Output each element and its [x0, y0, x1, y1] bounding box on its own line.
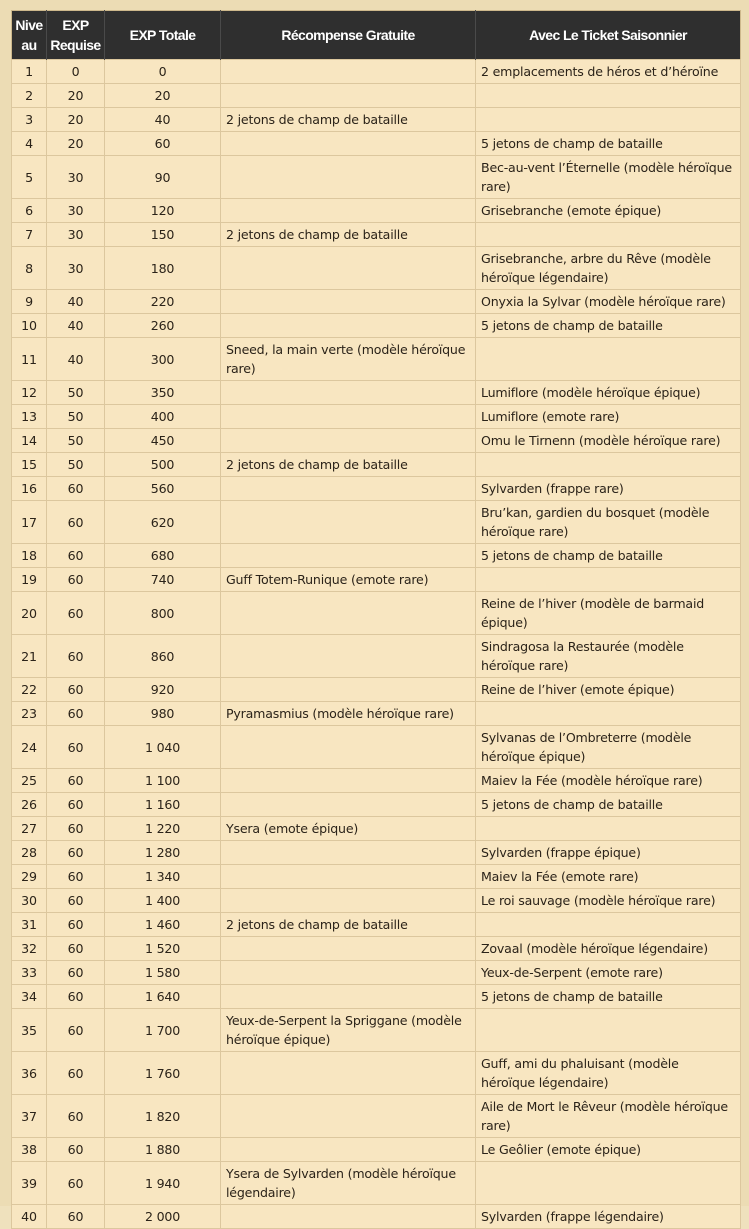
cell-ticket-reward: Le Geôlier (emote épique) — [476, 1138, 741, 1162]
table-row — [12, 937, 741, 961]
cell-exp-required: 50 — [47, 429, 105, 453]
cell-free-reward: 2 jetons de champ de bataille — [221, 108, 476, 132]
cell-free-reward — [221, 132, 476, 156]
cell-level: 12 — [12, 381, 47, 405]
cell-exp-required: 60 — [47, 961, 105, 985]
table-row — [12, 338, 741, 381]
table-row — [12, 793, 741, 817]
cell-exp-total: 1 400 — [105, 889, 221, 913]
cell-exp-required: 60 — [47, 568, 105, 592]
cell-exp-required: 60 — [47, 1138, 105, 1162]
table-row — [12, 199, 741, 223]
cell-exp-total: 1 880 — [105, 1138, 221, 1162]
cell-exp-required: 60 — [47, 937, 105, 961]
cell-free-reward: Ysera (emote épique) — [221, 817, 476, 841]
cell-level: 22 — [12, 678, 47, 702]
table-row — [12, 568, 741, 592]
cell-level: 16 — [12, 477, 47, 501]
table-row — [12, 429, 741, 453]
cell-exp-required: 30 — [47, 199, 105, 223]
cell-exp-total: 0 — [105, 60, 221, 84]
cell-exp-total: 680 — [105, 544, 221, 568]
cell-exp-total: 60 — [105, 132, 221, 156]
table-row — [12, 1162, 741, 1205]
cell-ticket-reward — [476, 913, 741, 937]
cell-ticket-reward: Bru’kan, gardien du bosquet (modèle héroïque rare) — [476, 501, 741, 544]
cell-exp-total: 90 — [105, 156, 221, 199]
cell-level: 10 — [12, 314, 47, 338]
cell-ticket-reward: 5 jetons de champ de bataille — [476, 793, 741, 817]
cell-exp-total: 1 340 — [105, 865, 221, 889]
cell-level: 38 — [12, 1138, 47, 1162]
header-ticket-reward: Avec Le Ticket Saisonnier — [476, 11, 741, 60]
table-row — [12, 247, 741, 290]
cell-exp-total: 980 — [105, 702, 221, 726]
cell-exp-required: 60 — [47, 1162, 105, 1205]
cell-free-reward — [221, 1052, 476, 1095]
cell-exp-total: 350 — [105, 381, 221, 405]
cell-ticket-reward — [476, 108, 741, 132]
cell-exp-total: 1 100 — [105, 769, 221, 793]
header-exp-required: EXP Requise — [47, 11, 105, 60]
table-row — [12, 961, 741, 985]
cell-ticket-reward: Reine de l’hiver (modèle de barmaid épique) — [476, 592, 741, 635]
cell-exp-total: 1 280 — [105, 841, 221, 865]
cell-free-reward: 2 jetons de champ de bataille — [221, 453, 476, 477]
cell-exp-total: 1 640 — [105, 985, 221, 1009]
cell-level: 11 — [12, 338, 47, 381]
cell-free-reward: Pyramasmius (modèle héroïque rare) — [221, 702, 476, 726]
cell-exp-required: 40 — [47, 314, 105, 338]
cell-level: 28 — [12, 841, 47, 865]
cell-ticket-reward: 5 jetons de champ de bataille — [476, 314, 741, 338]
table-row — [12, 60, 741, 84]
cell-free-reward — [221, 501, 476, 544]
table-row — [12, 913, 741, 937]
cell-exp-required: 60 — [47, 1009, 105, 1052]
cell-ticket-reward: Bec-au-vent l’Éternelle (modèle héroïque rare) — [476, 156, 741, 199]
cell-ticket-reward — [476, 702, 741, 726]
cell-free-reward — [221, 1138, 476, 1162]
table-row — [12, 769, 741, 793]
table-row — [12, 108, 741, 132]
cell-free-reward — [221, 961, 476, 985]
cell-exp-total: 1 700 — [105, 1009, 221, 1052]
table-row — [12, 678, 741, 702]
cell-exp-total: 1 460 — [105, 913, 221, 937]
table-row — [12, 1052, 741, 1095]
cell-free-reward — [221, 678, 476, 702]
cell-ticket-reward: Le roi sauvage (modèle héroïque rare) — [476, 889, 741, 913]
cell-ticket-reward: Guff, ami du phaluisant (modèle héroïque légendaire) — [476, 1052, 741, 1095]
cell-exp-required: 30 — [47, 223, 105, 247]
cell-free-reward — [221, 937, 476, 961]
cell-exp-total: 150 — [105, 223, 221, 247]
cell-exp-required: 60 — [47, 635, 105, 678]
cell-ticket-reward — [476, 817, 741, 841]
cell-free-reward — [221, 290, 476, 314]
cell-exp-total: 560 — [105, 477, 221, 501]
cell-level: 2 — [12, 84, 47, 108]
cell-ticket-reward: Zovaal (modèle héroïque légendaire) — [476, 937, 741, 961]
cell-level: 20 — [12, 592, 47, 635]
table-row — [12, 889, 741, 913]
cell-exp-total: 1 940 — [105, 1162, 221, 1205]
cell-free-reward: Guff Totem-Runique (emote rare) — [221, 568, 476, 592]
cell-level: 1 — [12, 60, 47, 84]
cell-level: 14 — [12, 429, 47, 453]
cell-level: 6 — [12, 199, 47, 223]
cell-exp-required: 60 — [47, 889, 105, 913]
cell-exp-required: 60 — [47, 544, 105, 568]
table-row — [12, 84, 741, 108]
cell-level: 7 — [12, 223, 47, 247]
cell-free-reward: 2 jetons de champ de bataille — [221, 223, 476, 247]
cell-level: 25 — [12, 769, 47, 793]
cell-exp-total: 450 — [105, 429, 221, 453]
cell-level: 19 — [12, 568, 47, 592]
cell-ticket-reward: 2 emplacements de héros et d’héroïne — [476, 60, 741, 84]
cell-level: 8 — [12, 247, 47, 290]
table-row — [12, 132, 741, 156]
cell-ticket-reward — [476, 338, 741, 381]
table-row — [12, 1205, 741, 1229]
cell-ticket-reward: Yeux-de-Serpent (emote rare) — [476, 961, 741, 985]
cell-level: 26 — [12, 793, 47, 817]
cell-exp-required: 60 — [47, 865, 105, 889]
cell-level: 32 — [12, 937, 47, 961]
cell-ticket-reward: 5 jetons de champ de bataille — [476, 132, 741, 156]
cell-free-reward — [221, 985, 476, 1009]
cell-exp-required: 30 — [47, 247, 105, 290]
cell-free-reward: Sneed, la main verte (modèle héroïque rare) — [221, 338, 476, 381]
cell-free-reward — [221, 247, 476, 290]
cell-exp-total: 740 — [105, 568, 221, 592]
cell-level: 31 — [12, 913, 47, 937]
cell-exp-total: 220 — [105, 290, 221, 314]
cell-level: 21 — [12, 635, 47, 678]
cell-exp-required: 0 — [47, 60, 105, 84]
cell-exp-required: 60 — [47, 1052, 105, 1095]
cell-ticket-reward: Aile de Mort le Rêveur (modèle héroïque rare) — [476, 1095, 741, 1138]
cell-ticket-reward: Sylvanas de l’Ombreterre (modèle héroïque épique) — [476, 726, 741, 769]
cell-exp-required: 60 — [47, 1095, 105, 1138]
cell-free-reward — [221, 429, 476, 453]
cell-ticket-reward: Omu le Tirnenn (modèle héroïque rare) — [476, 429, 741, 453]
cell-level: 35 — [12, 1009, 47, 1052]
cell-exp-required: 20 — [47, 84, 105, 108]
cell-level: 24 — [12, 726, 47, 769]
cell-level: 29 — [12, 865, 47, 889]
cell-free-reward: 2 jetons de champ de bataille — [221, 913, 476, 937]
cell-exp-total: 620 — [105, 501, 221, 544]
table-row — [12, 841, 741, 865]
cell-ticket-reward: Sylvarden (frappe épique) — [476, 841, 741, 865]
season-rewards-table — [11, 10, 741, 1229]
cell-exp-total: 1 220 — [105, 817, 221, 841]
header-free-reward: Récompense Gratuite — [221, 11, 476, 60]
cell-ticket-reward: Sindragosa la Restaurée (modèle héroïque rare) — [476, 635, 741, 678]
cell-exp-total: 1 760 — [105, 1052, 221, 1095]
table-row — [12, 592, 741, 635]
cell-free-reward: Ysera de Sylvarden (modèle héroïque légendaire) — [221, 1162, 476, 1205]
cell-ticket-reward: Maiev la Fée (modèle héroïque rare) — [476, 769, 741, 793]
cell-exp-required: 30 — [47, 156, 105, 199]
cell-free-reward — [221, 314, 476, 338]
cell-ticket-reward: 5 jetons de champ de bataille — [476, 544, 741, 568]
cell-level: 34 — [12, 985, 47, 1009]
header-exp-total: EXP Totale — [105, 11, 221, 60]
cell-ticket-reward: Reine de l’hiver (emote épique) — [476, 678, 741, 702]
table-row — [12, 405, 741, 429]
cell-level: 5 — [12, 156, 47, 199]
cell-exp-required: 50 — [47, 381, 105, 405]
cell-ticket-reward — [476, 84, 741, 108]
cell-free-reward — [221, 156, 476, 199]
cell-ticket-reward: Sylvarden (frappe légendaire) — [476, 1205, 741, 1229]
cell-free-reward — [221, 477, 476, 501]
cell-exp-required: 60 — [47, 985, 105, 1009]
cell-ticket-reward: Lumiflore (modèle héroïque épique) — [476, 381, 741, 405]
cell-exp-required: 50 — [47, 405, 105, 429]
cell-free-reward — [221, 84, 476, 108]
cell-exp-required: 60 — [47, 477, 105, 501]
cell-level: 23 — [12, 702, 47, 726]
cell-exp-total: 1 580 — [105, 961, 221, 985]
cell-exp-required: 60 — [47, 592, 105, 635]
cell-level: 33 — [12, 961, 47, 985]
cell-exp-total: 860 — [105, 635, 221, 678]
cell-free-reward — [221, 635, 476, 678]
cell-ticket-reward: Maiev la Fée (emote rare) — [476, 865, 741, 889]
cell-ticket-reward: Grisebranche (emote épique) — [476, 199, 741, 223]
cell-free-reward — [221, 793, 476, 817]
cell-exp-required: 60 — [47, 841, 105, 865]
table-row — [12, 501, 741, 544]
table-row — [12, 865, 741, 889]
cell-exp-required: 60 — [47, 1205, 105, 1229]
cell-ticket-reward: Grisebranche, arbre du Rêve (modèle héroïque légendaire) — [476, 247, 741, 290]
cell-exp-total: 260 — [105, 314, 221, 338]
cell-exp-required: 20 — [47, 132, 105, 156]
table-row — [12, 1095, 741, 1138]
table-row — [12, 726, 741, 769]
cell-level: 15 — [12, 453, 47, 477]
table-header-row — [12, 11, 741, 60]
cell-ticket-reward — [476, 1009, 741, 1052]
cell-free-reward — [221, 1095, 476, 1138]
cell-level: 27 — [12, 817, 47, 841]
cell-level: 36 — [12, 1052, 47, 1095]
cell-exp-required: 20 — [47, 108, 105, 132]
cell-level: 37 — [12, 1095, 47, 1138]
cell-ticket-reward: Onyxia la Sylvar (modèle héroïque rare) — [476, 290, 741, 314]
table-row — [12, 544, 741, 568]
cell-free-reward — [221, 544, 476, 568]
cell-free-reward — [221, 199, 476, 223]
table-row — [12, 314, 741, 338]
table-row — [12, 1138, 741, 1162]
cell-level: 18 — [12, 544, 47, 568]
table-row — [12, 702, 741, 726]
cell-level: 3 — [12, 108, 47, 132]
cell-exp-required: 60 — [47, 793, 105, 817]
cell-free-reward — [221, 1205, 476, 1229]
cell-exp-total: 500 — [105, 453, 221, 477]
cell-exp-required: 60 — [47, 913, 105, 937]
cell-free-reward — [221, 726, 476, 769]
cell-ticket-reward — [476, 223, 741, 247]
table-row — [12, 453, 741, 477]
cell-exp-required: 50 — [47, 453, 105, 477]
table-row — [12, 477, 741, 501]
table-row — [12, 156, 741, 199]
cell-exp-total: 20 — [105, 84, 221, 108]
cell-level: 40 — [12, 1205, 47, 1229]
cell-ticket-reward: 5 jetons de champ de bataille — [476, 985, 741, 1009]
cell-exp-total: 1 820 — [105, 1095, 221, 1138]
cell-level: 9 — [12, 290, 47, 314]
cell-level: 13 — [12, 405, 47, 429]
cell-exp-total: 40 — [105, 108, 221, 132]
table-row — [12, 635, 741, 678]
cell-exp-total: 920 — [105, 678, 221, 702]
cell-free-reward — [221, 381, 476, 405]
header-level: Nive au — [12, 11, 47, 60]
cell-free-reward — [221, 841, 476, 865]
cell-exp-total: 1 160 — [105, 793, 221, 817]
cell-exp-required: 60 — [47, 817, 105, 841]
cell-exp-total: 800 — [105, 592, 221, 635]
cell-ticket-reward — [476, 568, 741, 592]
cell-level: 30 — [12, 889, 47, 913]
cell-level: 39 — [12, 1162, 47, 1205]
table-row — [12, 1009, 741, 1052]
cell-exp-required: 60 — [47, 726, 105, 769]
cell-exp-required: 60 — [47, 702, 105, 726]
cell-exp-total: 1 520 — [105, 937, 221, 961]
cell-exp-required: 40 — [47, 290, 105, 314]
table-row — [12, 381, 741, 405]
cell-free-reward — [221, 405, 476, 429]
table-row — [12, 290, 741, 314]
cell-free-reward — [221, 60, 476, 84]
cell-ticket-reward: Sylvarden (frappe rare) — [476, 477, 741, 501]
cell-exp-total: 1 040 — [105, 726, 221, 769]
cell-exp-total: 120 — [105, 199, 221, 223]
cell-level: 17 — [12, 501, 47, 544]
cell-ticket-reward: Lumiflore (emote rare) — [476, 405, 741, 429]
cell-free-reward — [221, 592, 476, 635]
cell-exp-total: 2 000 — [105, 1205, 221, 1229]
cell-free-reward — [221, 865, 476, 889]
table-row — [12, 223, 741, 247]
cell-exp-required: 60 — [47, 678, 105, 702]
cell-exp-required: 60 — [47, 501, 105, 544]
cell-ticket-reward — [476, 1162, 741, 1205]
cell-exp-total: 180 — [105, 247, 221, 290]
cell-exp-required: 60 — [47, 769, 105, 793]
table-row — [12, 817, 741, 841]
cell-free-reward — [221, 889, 476, 913]
table-row — [12, 985, 741, 1009]
cell-exp-required: 40 — [47, 338, 105, 381]
cell-exp-total: 300 — [105, 338, 221, 381]
cell-ticket-reward — [476, 453, 741, 477]
cell-free-reward: Yeux-de-Serpent la Spriggane (modèle héroïque épique) — [221, 1009, 476, 1052]
cell-free-reward — [221, 769, 476, 793]
cell-level: 4 — [12, 132, 47, 156]
cell-exp-total: 400 — [105, 405, 221, 429]
